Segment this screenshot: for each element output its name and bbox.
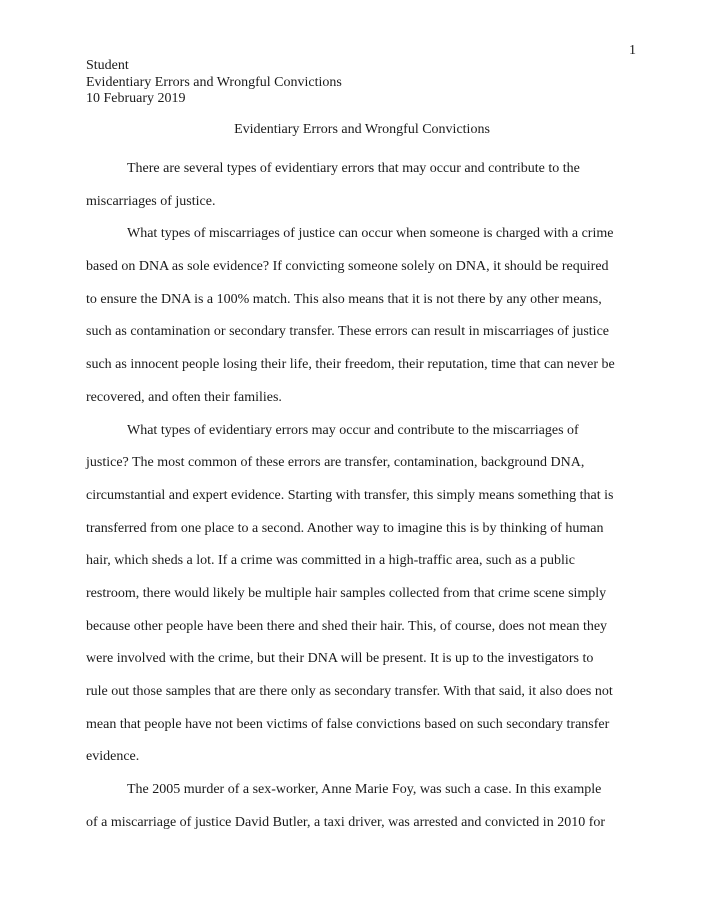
course-name: Evidentiary Errors and Wrongful Convictions <box>86 74 342 90</box>
page-number: 1 <box>629 43 636 58</box>
text-line: of a miscarriage of justice David Butler, a taxi driver, was arrested and convicted in 2010 for <box>86 814 606 830</box>
text-line: mean that people have not been victims of false convictions based on such secondary transfer <box>86 716 610 732</box>
text-line: transferred from one place to a second. Another way to imagine this is by thinking of human <box>86 520 604 536</box>
text-line: What types of miscarriages of justice can occur when someone is charged with a crime <box>127 226 614 242</box>
text-line: There are several types of evidentiary errors that may occur and contribute to the <box>127 161 580 176</box>
text-line: The 2005 murder of a sex-worker, Anne Marie Foy, was such a case. In this example <box>127 782 602 798</box>
text-line: hair, which sheds a lot. If a crime was committed in a high-traffic area, such as a public <box>86 553 576 569</box>
text-line: because other people have been there and shed their hair. This, of course, does not mean they <box>86 618 608 634</box>
text-line: based on DNA as sole evidence? If convicting someone solely on DNA, it should be required <box>86 259 609 275</box>
text-line: miscarriages of justice. <box>86 193 216 209</box>
body-text <box>86 153 638 839</box>
document-date: 10 February 2019 <box>86 91 186 106</box>
document-title: Evidentiary Errors and Wrongful Convictions <box>234 122 490 137</box>
text-line: rule out those samples that are there only as secondary transfer. With that said, it also does not <box>86 684 613 699</box>
text-line: were involved with the crime, but their DNA will be present. It is up to the investigators to <box>86 651 594 667</box>
text-line: recovered, and often their families. <box>86 389 282 405</box>
heading-block <box>86 58 638 108</box>
text-line: such as innocent people losing their life, their freedom, their reputation, time that can never be <box>86 357 615 373</box>
text-line: restroom, there would likely be multiple hair samples collected from that crime scene simply <box>86 585 607 601</box>
text-line: such as contamination or secondary transfer. These errors can result in miscarriages of justice <box>86 324 610 340</box>
text-line: justice? The most common of these errors are transfer, contamination, background DNA, <box>86 455 585 471</box>
text-line: circumstantial and expert evidence. Starting with transfer, this simply means something that is <box>86 487 614 503</box>
text-line: evidence. <box>86 749 140 765</box>
text-line: to ensure the DNA is a 100% match. This also means that it is not there by any other means, <box>86 291 602 307</box>
student-name: Student <box>86 58 129 73</box>
text-line: What types of evidentiary errors may occur and contribute to the miscarriages of <box>127 422 579 438</box>
